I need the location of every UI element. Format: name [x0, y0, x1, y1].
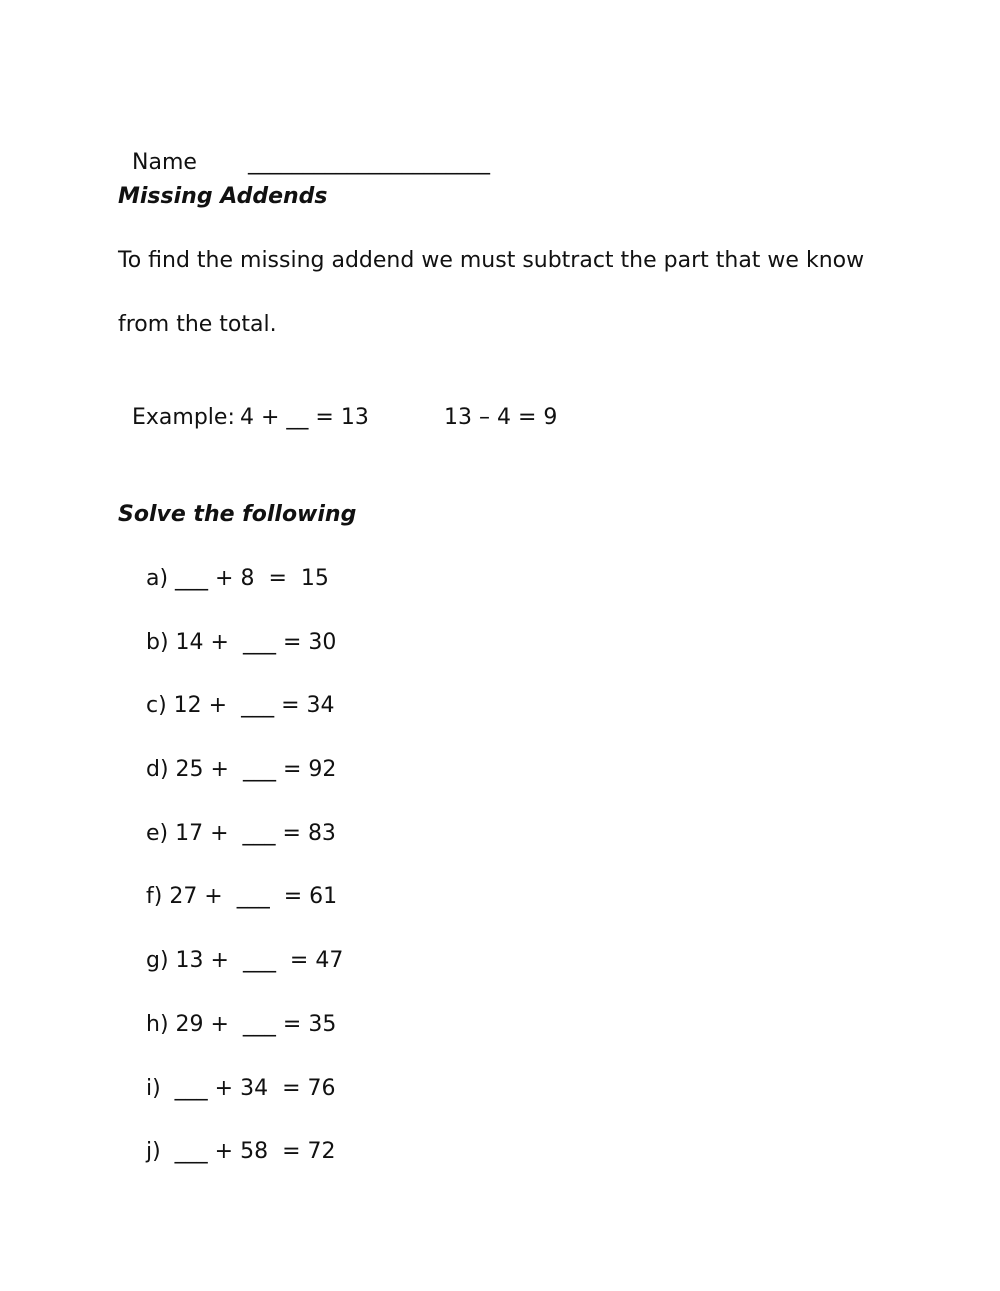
worksheet-title: Missing Addends	[118, 184, 328, 209]
example-equation: 4 + __ = 13	[240, 405, 369, 430]
problem-e[interactable]: e) 17 + ___ = 83	[146, 820, 336, 846]
problem-h[interactable]: h) 29 + ___ = 35	[146, 1011, 337, 1037]
example-solution: 13 – 4 = 9	[444, 405, 558, 430]
name-row	[118, 118, 490, 178]
name-label: Name	[132, 150, 197, 175]
intro-text-line-1: To find the missing addend we must subtract the part that we know	[118, 248, 865, 273]
name-blank-line[interactable]: ______________________	[248, 150, 490, 175]
problem-d[interactable]: d) 25 + ___ = 92	[146, 757, 337, 783]
intro-text-line-2: from the total.	[118, 312, 277, 337]
example-row	[118, 373, 557, 433]
problem-b[interactable]: b) 14 + ___ = 30	[146, 629, 337, 655]
problem-f[interactable]: f) 27 + ___ = 61	[146, 884, 338, 910]
problem-i[interactable]: i) ___ + 34 = 76	[146, 1075, 336, 1101]
example-label: Example:	[132, 405, 235, 430]
problem-a[interactable]: a) ___ + 8 = 15	[146, 566, 329, 591]
problem-g[interactable]: g) 13 + ___ = 47	[146, 948, 344, 974]
solve-heading: Solve the following	[118, 502, 357, 527]
problem-list	[146, 564, 343, 1201]
problem-j[interactable]: j) ___ + 58 = 72	[146, 1139, 336, 1165]
problem-c[interactable]: c) 12 + ___ = 34	[146, 693, 335, 719]
